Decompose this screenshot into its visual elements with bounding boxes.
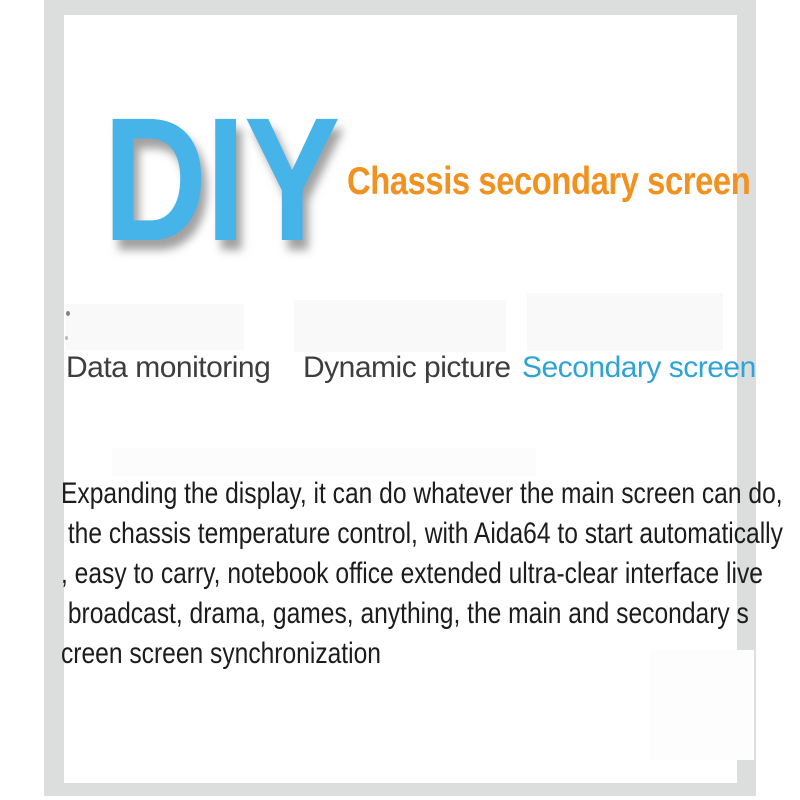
- faded-thumbnail-secondary-screen: [527, 293, 723, 351]
- stray-mark: [65, 336, 68, 340]
- stray-mark: [66, 311, 70, 316]
- description-line: Expanding the display, it can do whatever the main screen can do,: [61, 477, 783, 510]
- faded-thumbnail-dynamic-picture: [294, 300, 506, 352]
- diy-headline: DIY: [103, 82, 339, 278]
- tab-data-monitoring[interactable]: Data monitoring: [66, 351, 271, 384]
- description-line: broadcast, drama, games, anything, the main and secondary s: [61, 597, 749, 630]
- description-line: creen screen synchronization: [61, 637, 381, 670]
- tab-dynamic-picture[interactable]: Dynamic picture: [303, 351, 511, 384]
- tab-secondary-screen[interactable]: Secondary screen: [522, 351, 756, 384]
- faint-background-artifact: [112, 448, 536, 476]
- headline-subtitle: Chassis secondary screen: [347, 160, 751, 203]
- description-line: the chassis temperature control, with Aida64 to start automatically: [61, 517, 783, 550]
- product-description: [61, 474, 783, 674]
- faded-thumbnail-data-monitoring: [66, 304, 244, 350]
- description-line: , easy to carry, notebook office extended ultra-clear interface live: [61, 557, 763, 590]
